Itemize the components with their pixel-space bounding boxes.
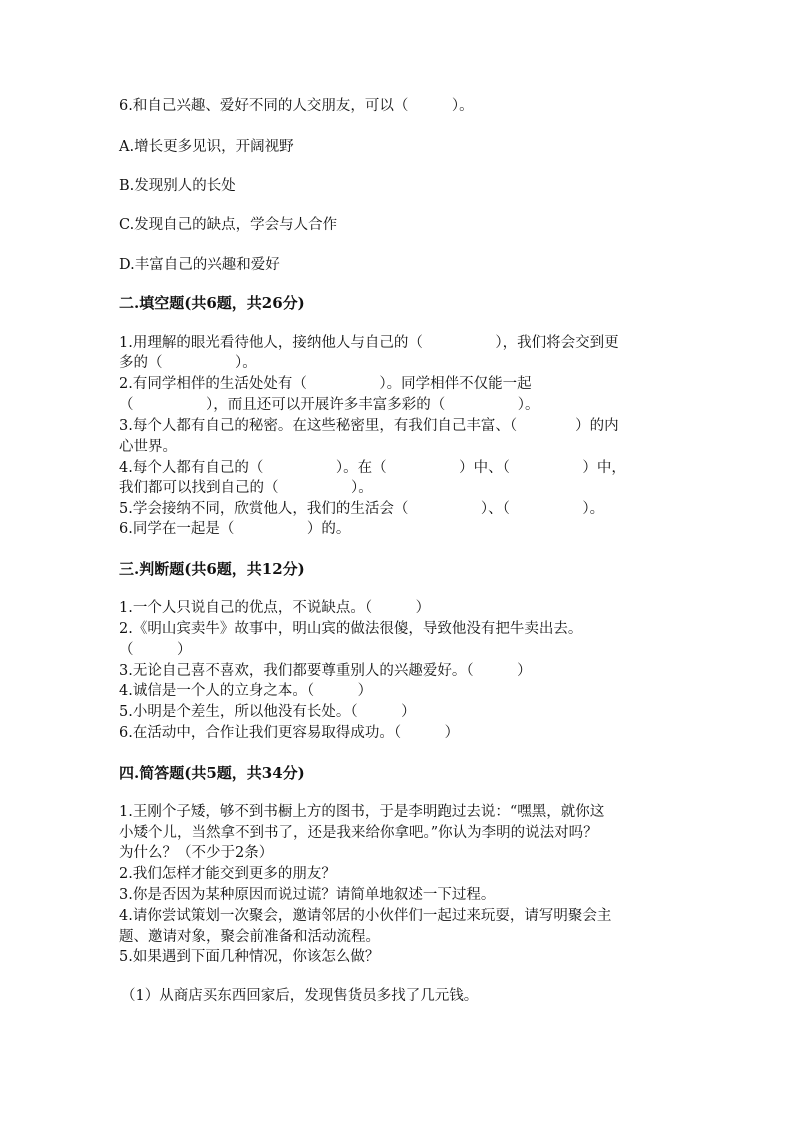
question-6-stem: 6.和自己兴趣、爱好不同的人交朋友，可以（ ）。 (119, 98, 474, 114)
short-answer-line: 2.我们怎样才能交到更多的朋友？ (119, 866, 336, 882)
fill-line: 4.每个人都有自己的（ ）。在（ ）中、（ ）中， (119, 460, 626, 476)
section-heading-fill-in: 二.填空题(共6题，共26分) (119, 294, 305, 312)
fill-line: 5.学会接纳不同，欣赏他人，我们的生活会（ ）、（ ）。 (119, 501, 605, 517)
section-heading-short-answer: 四.简答题(共5题，共34分) (119, 764, 305, 782)
judge-line: （ ） (119, 642, 192, 658)
fill-line: 心世界。 (119, 439, 177, 455)
short-answer-line: 5.如果遇到下面几种情况，你该怎么做？ (119, 949, 380, 965)
short-answer-sub-question-1: （1）从商店买东西回家后，发现售货员多找了几元钱。 (121, 988, 479, 1004)
fill-line: 2.有同学相伴的生活处处有（ ）。同学相伴不仅能一起 (119, 376, 532, 392)
short-answer-line: 为什么？（不少于2条） (119, 845, 274, 861)
fill-line: 我们都可以找到自己的（ ）。 (119, 480, 373, 496)
judge-line: 6.在活动中，合作让我们更容易取得成功。（ ） (119, 725, 460, 741)
fill-line: 6.同学在一起是（ ）的。 (119, 521, 351, 537)
short-answer-line: 1.王刚个子矮，够不到书橱上方的图书，于是李明跑过去说：“嘿黑，就你这 (119, 804, 605, 820)
fill-line: 3.每个人都有自己的秘密。在这些秘密里，有我们自己丰富、（ ）的内 (119, 418, 619, 434)
fill-line: （ ），而且还可以开展许多丰富多彩的（ ）。 (119, 397, 540, 413)
fill-line: 多的（ ）。 (119, 355, 257, 371)
short-answer-line: 3.你是否因为某种原因而说过谎？请简单地叙述一下过程。 (119, 887, 496, 903)
question-6-option-a: A.增长更多见识，开阔视野 (119, 139, 294, 155)
judge-line: 3.无论自己喜不喜欢，我们都要尊重别人的兴趣爱好。（ ） (119, 663, 532, 679)
question-6-option-d: D.丰富自己的兴趣和爱好 (119, 257, 280, 273)
judge-line: 5.小明是个差生，所以他没有长处。（ ） (119, 704, 416, 720)
short-answer-line: 题、邀请对象，聚会前准备和活动流程。 (119, 929, 380, 945)
short-answer-line: 4.请你尝试策划一次聚会，邀请邻居的小伙伴们一起过来玩耍，请写明聚会主 (119, 908, 612, 924)
judge-line: 2.《明山宾卖牛》故事中，明山宾的做法很傻，导致他没有把牛卖出去。 (119, 621, 583, 637)
question-6-option-c: C.发现自己的缺点，学会与人合作 (119, 217, 338, 233)
judge-line: 1.一个人只说自己的优点，不说缺点。（ ） (119, 600, 431, 616)
fill-line: 1.用理解的眼光看待他人，接纳他人与自己的（ ），我们将会交到更 (119, 335, 619, 351)
question-6-option-b: B.发现别人的长处 (119, 178, 236, 194)
section-heading-true-false: 三.判断题(共6题，共12分) (119, 560, 305, 578)
judge-line: 4.诚信是一个人的立身之本。（ ） (119, 683, 373, 699)
short-answer-line: 小矮个儿，当然拿不到书了，还是我来给你拿吧。”你认为李明的说法对吗？ (119, 825, 598, 841)
